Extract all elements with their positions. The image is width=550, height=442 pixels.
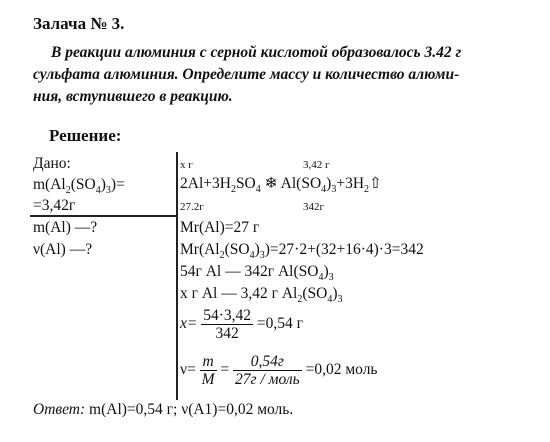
find-amount: ν(Al) —?	[33, 241, 93, 258]
given-mass-formula: $m(Al_2(SO_4)_3)=$	[33, 176, 125, 197]
reaction-arrow-icon: ❄	[264, 175, 278, 192]
calc-nu-formula: ν= $\frac{m}{M}$ = $\frac{0,54г}{\text{27г / моль}}$ =0,02 моль	[180, 353, 378, 388]
problem-line: В реакции алюминия с серной кислотой образовалось 3.42 г	[51, 44, 462, 61]
gas-arrow-icon: ⇧	[369, 175, 383, 192]
find-mass: m(Al) —?	[33, 219, 98, 236]
problem-line: сульфата алюминия. Определите массу и количество алюми-	[33, 66, 460, 83]
reaction-equation: $2Al+3H_2SO_4$ ❄ $Al(SO_4)_3+3H_2⇧$	[180, 175, 383, 196]
nu-value-fraction: $\frac{0,54г}{\text{27г / моль}}$	[235, 353, 300, 388]
reaction-above-right: 3,42 г	[303, 159, 330, 171]
reaction-below-right: 342г	[303, 201, 325, 213]
calc-proportion-2: x г Al — 3,42 г $Al_2(SO_4)_3$	[180, 285, 343, 306]
solution-heading: Решение:	[49, 126, 122, 145]
problem-statement	[33, 42, 533, 108]
task-title: Залача № 3.	[33, 14, 125, 33]
calc-proportion-1: 54г Al — 342г $Al(SO_4)_3$	[180, 263, 334, 284]
x-fraction: $\frac{54\cdot 3,42}{342}$	[203, 307, 252, 342]
calc-x-formula: x= $\frac{54\cdot 3,42}{342}$ =0,54 г	[180, 307, 303, 342]
reaction-above-left: x г	[180, 159, 193, 171]
answer-label: Ответ:	[33, 401, 86, 418]
reaction-below-left: 27.2г	[180, 201, 204, 213]
problem-line: ния, вступившего в реакцию.	[33, 88, 233, 105]
calc-mr-al: Mr(Al)=27 г	[180, 219, 260, 236]
calc-mr-sulfate: $Mr(Al_2(SO_4)_3)=27\cdot 2+(32+16\cdot 4)\cdot 3=342$	[180, 241, 424, 262]
given-divider	[30, 215, 177, 217]
answer-line	[33, 401, 293, 419]
answer-text: m(Al)=0,54 г; ν(A1)=0,02 моль.	[85, 401, 294, 418]
nu-fraction: $\frac{m}{M}$	[201, 353, 215, 388]
given-label: Дано:	[33, 155, 71, 172]
vertical-divider	[176, 152, 178, 400]
given-mass-value: =3,42г	[33, 197, 76, 214]
